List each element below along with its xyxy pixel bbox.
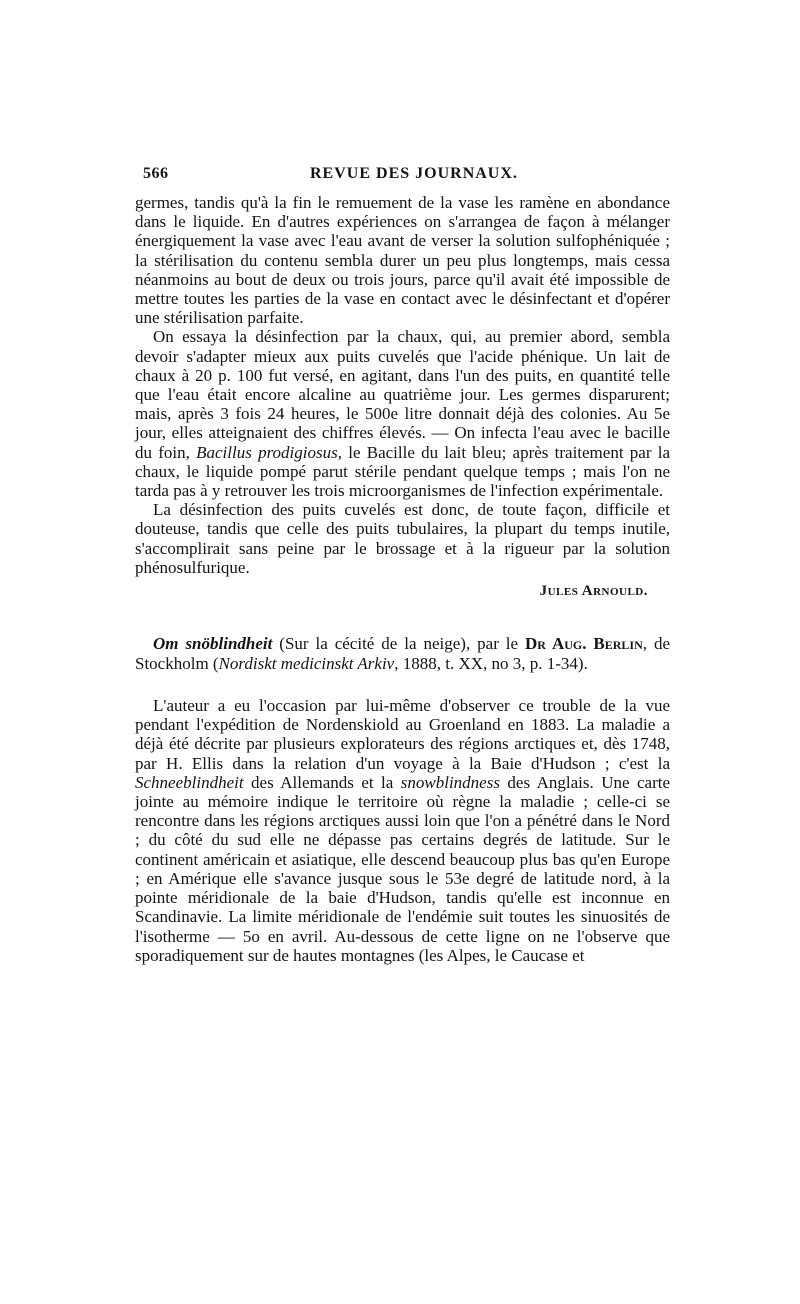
article-heading: [135, 634, 670, 674]
paragraph-3: La désinfection des puits cuvelés est donc, de toute façon, difficile et douteuse, tandis que celle des puits tubulaires, la plupart du temps inutile, s'accomplirait sans peine par le brossage et à la rigueur par la solution phénosulfurique.: [135, 500, 670, 577]
page-number: 566: [143, 165, 169, 182]
body-italic-1: Schneeblindheit: [135, 772, 244, 792]
body-part-2: des Allemands et la: [243, 772, 401, 792]
article-author: Dr Aug. Berlin: [525, 634, 643, 654]
paragraph-2-rest: , le Bacille du lait bleu; après traitement par la chaux, le liquide pompé parut stérile pendant quelque temps ; mais l'on ne tarda pas à y retrouver les trois microorganismes de l'infection expérimentale.: [135, 442, 670, 501]
body-part-3: des Anglais. Une carte jointe au mémoire indique le territoire où règne la maladie ; celle-ci se rencontre dans les régions arctiques aussi loin que l'on a pénétré dans le Nord ; du côté du sud elle ne dépasse pas certains degrés de latitude. Sur le continent américain et asiatique, elle descend beaucoup plus bas qu'en Europe ; en Amérique elle s'avance jusque sous le 53e degré de latitude nord, à la pointe méridionale de la baie d'Hudson, tandis qu'elle est inconnue en Scandinavie. La limite méridionale de l'endémie suit toutes les sinuosités de l'isotherme — 5o en avril. Au-dessous de cette ligne on ne l'observe que sporadiquement sur de hautes montagnes (les Alpes, le Caucase et: [135, 772, 670, 965]
page: [135, 165, 670, 965]
body-italic-2: snowblindness: [400, 772, 500, 792]
body-part-1: L'auteur a eu l'occasion par lui-même d'observer ce trouble de la vue pendant l'expédition de Nordenskiold au Groenland en 1883. La maladie a déjà été décrite par plusieurs explorateurs des régions arctiques et, dès 1748, par H. Ellis dans la relation d'un voyage à la Baie d'Hudson ; c'est la: [135, 696, 670, 773]
article-journal: Nordiskt medicinskt Arkiv: [218, 654, 395, 674]
running-title: REVUE DES JOURNAUX.: [310, 165, 518, 182]
running-header: [135, 165, 670, 193]
paragraph-2-text: On essaya la désinfection par la chaux, qui, au premier abord, sembla devoir s'adapter mieux aux puits cuvelés que l'acide phénique. Un lait de chaux à 20 p. 100 fut versé, en agitant, dans l'un des puits, en quantité telle que l'eau était encore alcaline au quatrième jour. Les germes disparurent; mais, après 3 fois 24 heures, le 500e litre donnait déjà des colonies. Au 5e jour, elles atteignaient des chiffres élevés. — On infecta l'eau avec le bacille du foin,: [135, 327, 670, 462]
article-title: Om snöblindheit: [153, 634, 273, 654]
article-subtitle: (Sur la cécité de la neige), par le: [272, 634, 525, 654]
signature: Jules Arnould.: [539, 583, 648, 600]
paragraph-1: germes, tandis qu'à la fin le remuement de la vase les ramène en abondance dans le liquide. En d'autres expériences on s'arrangea de façon à mélanger énergiquement la vase avec l'eau avant de verser la solution sulfophéniquée ; la stérilisation du contenu sembla durer un peu plus longtemps, mais cessa néanmoins au bout de deux ou trois jours, parce qu'il avait été impossible de mettre toutes les parties de la vase en contact avec le désinfectant et d'opérer une stérilisation parfaite.: [135, 193, 670, 328]
article-place: , de Stockholm (: [135, 634, 670, 674]
bacillus-name: Bacillus prodigiosus: [196, 442, 338, 462]
article-ref: , 1888, t. XX, no 3, p. 1-34).: [394, 654, 588, 674]
paragraph-2: [135, 327, 670, 500]
article-body: [135, 696, 670, 965]
